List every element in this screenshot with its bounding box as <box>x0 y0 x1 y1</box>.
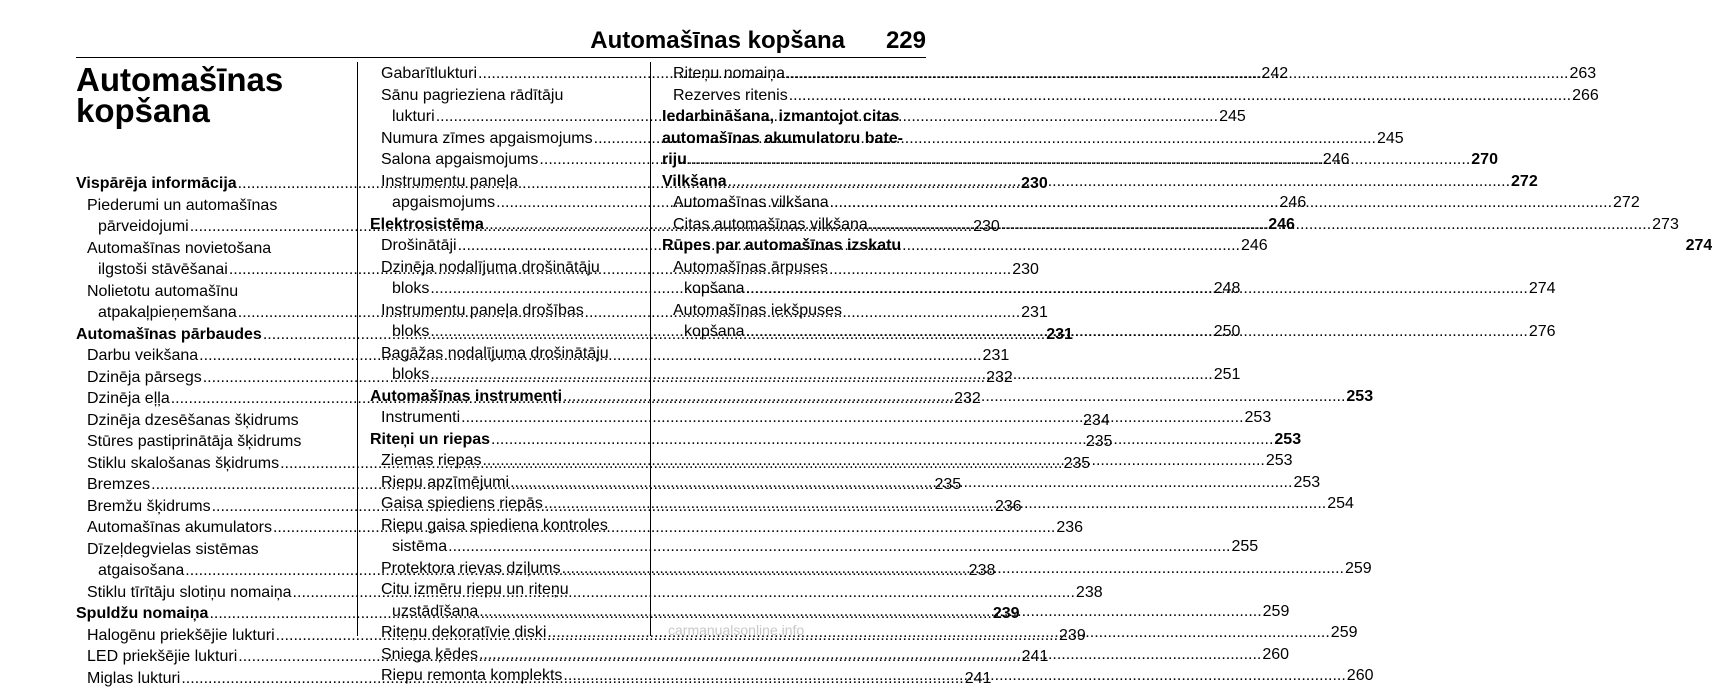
toc-entry-title: Stūres pastiprinātāja šķidrums <box>87 431 301 453</box>
toc-page-number: 260 <box>1262 644 1289 666</box>
dot-leader <box>563 386 1345 408</box>
toc-entry[interactable] <box>76 302 352 324</box>
toc-entry[interactable] <box>370 106 632 128</box>
header-rule <box>76 57 926 58</box>
toc-entry-text[interactable]: Instrumentu paneļa drošības <box>370 300 632 322</box>
toc-page-number: 230 <box>1012 259 1039 281</box>
toc-entry-title: Instrumenti <box>381 407 460 429</box>
toc-entry-title: Vilkšana <box>662 171 727 193</box>
toc-entry-title: sistēma <box>392 536 447 558</box>
toc-page-number: 239 <box>1059 625 1086 647</box>
toc-entry-title: Gabarītlukturi <box>381 63 477 85</box>
toc-entry-title: Stiklu tīrītāju slotiņu nomaiņa <box>87 582 292 604</box>
toc-entry-title: Bremžu šķidrums <box>87 496 211 518</box>
toc-entry-title: pārveidojumi <box>98 216 189 238</box>
toc-entry-title: kopšana <box>684 321 745 343</box>
dot-leader <box>461 407 1243 429</box>
toc-page-number: 241 <box>965 668 992 689</box>
toc-page-number: 236 <box>995 496 1022 518</box>
toc-entry-text[interactable]: Dīzeļdegvielas sistēmas <box>76 539 352 561</box>
toc-entry-text[interactable]: automašīnas akumulatoru bate- <box>662 128 926 150</box>
toc-entry[interactable] <box>76 453 352 475</box>
dot-leader <box>562 558 1344 580</box>
toc-entry-title: Ziemas riepas <box>381 450 481 472</box>
toc-entry[interactable] <box>76 216 352 238</box>
toc-entry-title: Salona apgaismojums <box>381 149 538 171</box>
dot-leader <box>547 622 1329 644</box>
toc-page-number: 253 <box>1293 472 1320 494</box>
toc-page-number: 260 <box>1347 665 1374 687</box>
dot-leader <box>869 214 1651 236</box>
toc-page-number: 248 <box>1214 278 1241 300</box>
dot-leader <box>479 601 1261 623</box>
toc-entry-title: Dzinēja dzesēšanas šķidrums <box>87 410 299 432</box>
toc-entry-title: Riteņu nomaiņa <box>673 63 785 85</box>
toc-entry[interactable] <box>76 496 352 518</box>
toc-entry-title: Automašīnas instrumenti <box>370 386 562 408</box>
toc-section-entry[interactable] <box>662 171 926 193</box>
watermark: carmanualsonline.info <box>668 622 804 638</box>
toc-entry-title: Spuldžu nomaiņa <box>76 603 208 625</box>
dot-leader <box>563 665 1345 687</box>
toc-entry[interactable] <box>370 450 632 472</box>
toc-page-number: 234 <box>1083 410 1110 432</box>
toc-entry[interactable] <box>76 367 352 389</box>
toc-entry[interactable] <box>370 364 632 386</box>
toc-entry-text[interactable]: Riepu gaisa spiediena kontroles <box>370 515 632 537</box>
toc-entry-title: Riepu apzīmējumi <box>381 472 509 494</box>
toc-entry-title: riju <box>662 149 687 171</box>
toc-entry[interactable] <box>370 665 632 687</box>
toc-section-entry[interactable] <box>370 386 632 408</box>
toc-entry[interactable] <box>370 128 632 150</box>
toc-entry[interactable] <box>662 85 926 107</box>
toc-section-entry[interactable] <box>76 173 352 195</box>
toc-entry-title: ilgstoši stāvēšanai <box>98 259 228 281</box>
toc-entry[interactable] <box>662 278 926 300</box>
toc-page-number: 259 <box>1263 601 1290 623</box>
toc-page-number: 232 <box>986 367 1013 389</box>
toc-page-number: 231 <box>1046 324 1073 346</box>
toc-page-number: 259 <box>1331 622 1358 644</box>
toc-entry-text[interactable]: Iedarbināšana, izmantojot citas <box>662 106 926 128</box>
toc-entry[interactable] <box>76 582 352 604</box>
toc-entry-title: bloks <box>392 278 429 300</box>
toc-entry[interactable] <box>76 259 352 281</box>
toc-page-number: 274 <box>1686 235 1712 257</box>
toc-page-number: 235 <box>1086 431 1113 453</box>
toc-page-number: 232 <box>954 388 981 410</box>
toc-page-number: 230 <box>973 216 1000 238</box>
toc-page-number: 242 <box>1261 63 1288 85</box>
toc-entry-title: Miglas lukturi <box>87 668 180 689</box>
toc-entry-title: Halogēnu priekšējie lukturi <box>87 625 275 647</box>
toc-entry[interactable] <box>370 149 632 171</box>
toc-entry-title: kopšana <box>684 278 745 300</box>
dot-leader <box>830 192 1612 214</box>
dot-leader <box>430 364 1212 386</box>
toc-page-number: 253 <box>1245 407 1272 429</box>
toc-page-number: 276 <box>1529 321 1556 343</box>
toc-page-number: 230 <box>1021 173 1048 195</box>
toc-entry-title: Drošinātāji <box>381 235 457 257</box>
toc-entry-title: atgaisošana <box>98 560 184 582</box>
toc-page-number: 236 <box>1056 517 1083 539</box>
dot-leader <box>786 63 1568 85</box>
toc-entry-text[interactable]: Nolietotu automašīnu <box>76 281 352 303</box>
page-number: 229 <box>886 27 926 55</box>
dot-leader <box>448 536 1230 558</box>
toc-page-number: 235 <box>1063 453 1090 475</box>
chapter-title-line: kopšana <box>76 95 352 126</box>
toc-page-number: 272 <box>1613 192 1640 214</box>
chapter-title <box>76 63 352 126</box>
toc-section-entry[interactable] <box>370 214 632 236</box>
toc-entry-text[interactable]: Piederumi un automašīnas <box>76 195 352 217</box>
toc-entry[interactable] <box>370 622 632 644</box>
toc-entry-title: Darbu veikšana <box>87 345 198 367</box>
toc-page-number: 263 <box>1569 63 1596 85</box>
chapter-title-line: Automašīnas <box>76 64 352 95</box>
toc-entry-title: LED priekšējie lukturi <box>87 646 237 668</box>
dot-leader <box>510 472 1292 494</box>
toc-entry-title: Vispārēja informācija <box>76 173 237 195</box>
toc-entry-title: Gaisa spiediens riepās <box>381 493 543 515</box>
toc-page-number: 274 <box>1529 278 1556 300</box>
toc-entry-title: Protektora rievas dziļums <box>381 558 561 580</box>
toc-entry[interactable] <box>370 644 632 666</box>
toc-page-number: 251 <box>1214 364 1241 386</box>
toc-entry-title: Automašīnas akumulators <box>87 517 272 539</box>
toc-page-number: 245 <box>1377 128 1404 150</box>
toc-entry-title: Sniega ķēdes <box>381 644 478 666</box>
dot-leader <box>544 493 1326 515</box>
toc-entry-title: Rezerves ritenis <box>673 85 788 107</box>
toc-entry-text[interactable]: Instrumentu paneļa <box>370 171 632 193</box>
toc-entry-title: bloks <box>392 364 429 386</box>
toc-page-number: 235 <box>935 474 962 496</box>
toc-entry-text[interactable]: Automašīnas novietošana <box>76 238 352 260</box>
dot-leader <box>746 321 1528 343</box>
toc-page-number: 246 <box>1280 192 1307 214</box>
toc-page-number: 259 <box>1345 558 1372 580</box>
toc-entry[interactable] <box>76 646 352 668</box>
toc-entry-text[interactable]: Dzinēja nodalījuma drošinātāju <box>370 257 632 279</box>
toc-entry[interactable] <box>370 601 632 623</box>
toc-entry[interactable] <box>76 560 352 582</box>
dot-leader <box>491 429 1273 451</box>
toc-section-entry[interactable] <box>76 603 352 625</box>
toc-page-number: 253 <box>1346 386 1373 408</box>
toc-column-1 <box>76 63 352 689</box>
toc-page-number: 231 <box>983 345 1010 367</box>
toc-entry[interactable] <box>370 192 632 214</box>
toc-entry-title: Rūpes par automašīnas izskatu <box>662 235 901 257</box>
toc-page-number: 254 <box>1327 493 1354 515</box>
toc-entry-title: Stiklu skalošanas šķidrums <box>87 453 279 475</box>
toc-page-number: 246 <box>1268 214 1295 236</box>
toc-entry[interactable] <box>662 214 926 236</box>
toc-section-entry[interactable] <box>76 324 352 346</box>
toc-entry[interactable] <box>370 558 632 580</box>
toc-entry-title: atpakaļpieņemšana <box>98 302 237 324</box>
toc-entry-title: Riteņi un riepas <box>370 429 490 451</box>
toc-page-number: 238 <box>969 560 996 582</box>
toc-entry-title: Dzinēja eļļa <box>87 388 170 410</box>
toc-entry[interactable] <box>76 410 352 432</box>
toc-entry[interactable] <box>76 517 352 539</box>
toc-entry-text[interactable]: Sānu pagrieziena rādītāju <box>370 85 632 107</box>
toc-entry-title: bloks <box>392 321 429 343</box>
toc-entry[interactable] <box>76 388 352 410</box>
toc-column-3 <box>662 63 926 343</box>
toc-page-number: 272 <box>1511 171 1538 193</box>
toc-entry-title: Automašīnas vilkšana <box>673 192 829 214</box>
toc-section-entry[interactable] <box>662 149 926 171</box>
toc-page-number: 246 <box>1323 149 1350 171</box>
toc-entry[interactable] <box>370 407 632 429</box>
toc-entry[interactable] <box>76 474 352 496</box>
toc-entry-title: Numura zīmes apgaismojums <box>381 128 593 150</box>
dot-leader <box>789 85 1571 107</box>
dot-leader <box>482 450 1264 472</box>
toc-page-number: 270 <box>1471 149 1498 171</box>
dot-leader <box>479 644 1261 666</box>
toc-column-2 <box>370 63 632 687</box>
dot-leader <box>746 278 1528 300</box>
toc-entry[interactable] <box>76 668 352 689</box>
toc-page-number: 253 <box>1266 450 1293 472</box>
toc-entry-text[interactable]: Bagāžas nodalījuma drošinātāju <box>370 343 632 365</box>
toc-entry-text[interactable]: Automašīnas ārpuses <box>662 257 926 279</box>
toc-page-number: 239 <box>993 603 1020 625</box>
toc-entry[interactable] <box>662 192 926 214</box>
toc-entry-title: Automašīnas pārbaudes <box>76 324 262 346</box>
toc-section-entry[interactable] <box>662 235 926 257</box>
toc-page-number: 253 <box>1274 429 1301 451</box>
toc-entry[interactable] <box>370 536 632 558</box>
toc-page-number: 238 <box>1076 582 1103 604</box>
toc-entry-title: Dzinēja pārsegs <box>87 367 202 389</box>
dot-leader <box>728 171 1510 193</box>
toc-page-number: 245 <box>1219 106 1246 128</box>
toc-entry[interactable] <box>370 235 632 257</box>
toc-entry[interactable] <box>76 625 352 647</box>
running-header-title: Automašīnas kopšana <box>590 27 845 55</box>
toc-entry[interactable] <box>662 63 926 85</box>
toc-entry-title: lukturi <box>392 106 435 128</box>
toc-entry-title: Riepu remonta komplekts <box>381 665 562 687</box>
toc-entry[interactable] <box>370 278 632 300</box>
toc-entry-text[interactable]: Automašīnas iekšpuses <box>662 300 926 322</box>
toc-page-number: 246 <box>1241 235 1268 257</box>
toc-page-number: 255 <box>1232 536 1259 558</box>
toc-entry[interactable] <box>76 431 352 453</box>
toc-page-number: 273 <box>1652 214 1679 236</box>
toc-page-number: 266 <box>1572 85 1599 107</box>
toc-page-number: 231 <box>1021 302 1048 324</box>
toc-entry-title: Riteņu dekoratīvie diski <box>381 622 546 644</box>
toc-entry-text[interactable]: Citu izmēru riepu un riteņu <box>370 579 632 601</box>
toc-entry-title: Elektrosistēma <box>370 214 484 236</box>
dot-leader <box>688 149 1470 171</box>
toc-entry[interactable] <box>76 345 352 367</box>
toc-entry-title: uzstādīšana <box>392 601 478 623</box>
toc-page-number: 250 <box>1214 321 1241 343</box>
toc-entry-title: Citas automašīnas vilkšana <box>673 214 868 236</box>
toc-entry[interactable] <box>370 472 632 494</box>
toc-entry[interactable] <box>370 321 632 343</box>
toc-entry[interactable] <box>662 321 926 343</box>
toc-entry[interactable] <box>370 63 632 85</box>
toc-page-number: 241 <box>1022 646 1049 668</box>
toc-entry-title: Bremzes <box>87 474 150 496</box>
toc-section-entry[interactable] <box>370 429 632 451</box>
toc-entry-title: apgaismojums <box>392 192 495 214</box>
toc-entry[interactable] <box>370 493 632 515</box>
